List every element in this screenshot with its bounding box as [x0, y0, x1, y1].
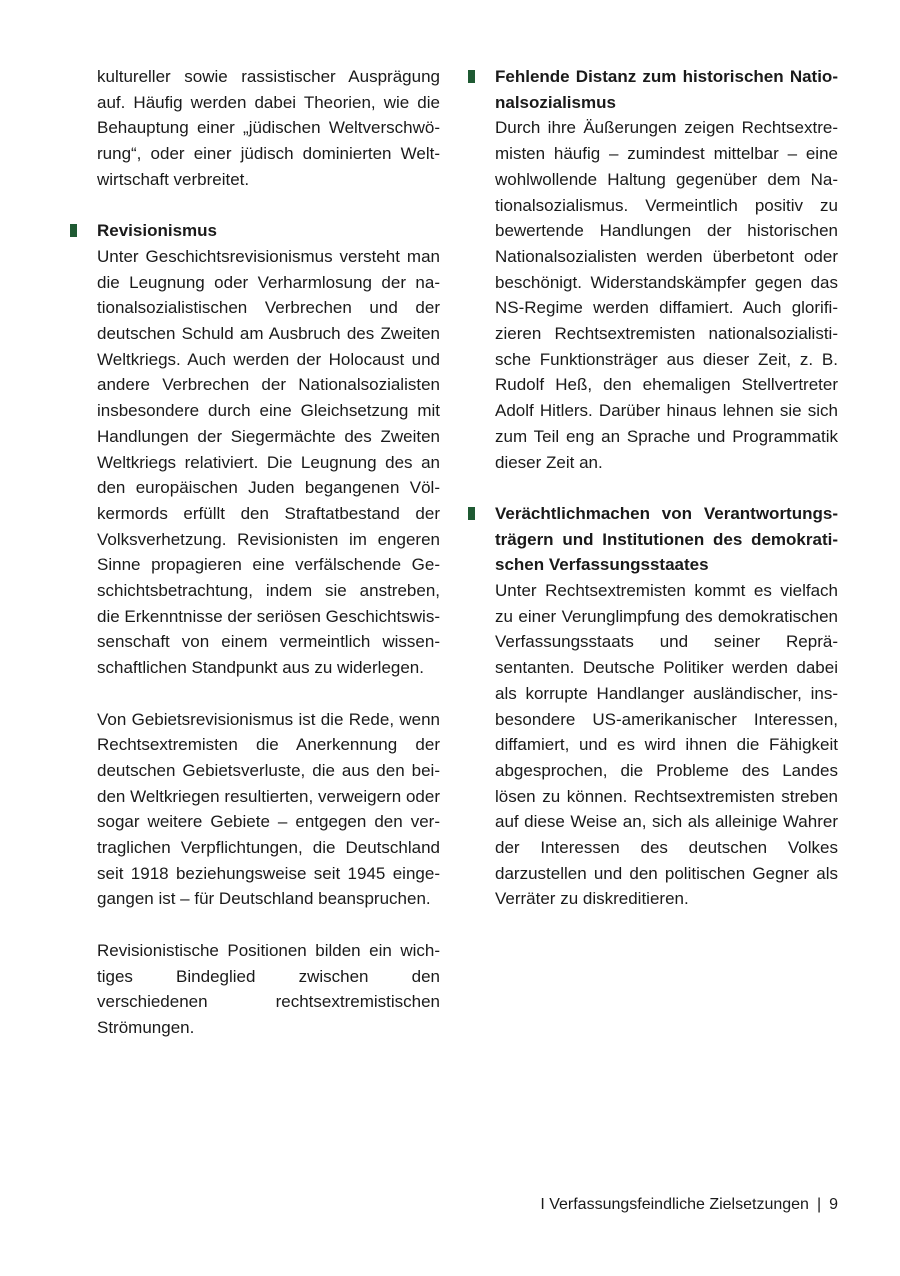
section-heading: Fehlende Distanz zum historischen Nationalsozialismus	[495, 67, 838, 112]
distanz-paragraph: Durch ihre Äußerungen zeigen Rechtsextremisten häufig – zumindest mittelbar – eine wohlwollende Haltung gegenüber dem Nationalsozialismus. Vermeintlich positiv zu bewertende Handlungen der historischen Nationalsozialisten werden überbetont oder beschönigt. Widerstandskämpfer gegen das NS-Regime werden diffamiert. Auch glorifizieren Rechtsextremisten nationalsozialistische Funktionsträger aus dieser Zeit, z. B. Rudolf Heß, den ehemaligen Stellvertreter Adolf Hitlers. Darüber hinaus lehnen sie sich zum Teil eng an Sprache und Programmatik dieser Zeit an.	[495, 118, 838, 472]
section-bullet-icon	[468, 507, 475, 520]
revisionismus-paragraph-2: Von Gebietsrevisionismus ist die Rede, wenn Rechtsextremisten die Anerkennung der deutschen Gebietsverluste, die aus den beiden Weltkriegen resultierten, verweigern oder sogar weitere Gebiete – entgegen den vertraglichen Verpflichtungen, die Deutschland seit 1918 beziehungsweise seit 1945 eingegangen ist – für Deutschland beanspruchen.	[97, 709, 440, 909]
revisionismus-paragraph-1: Unter Geschichtsrevisionismus versteht man die Leugnung oder Verharmlosung der nationalsozialistischen Verbrechen und der deutschen Schuld am Ausbruch des Zweiten Weltkriegs. Auch werden der Holocaust und andere Verbrechen der Nationalsozialisten insbesondere durch eine Gleichsetzung mit Handlungen der Siegermächte des Zweiten Weltkriegs relativiert. Die Leugnung des an den europäischen Juden begangenen Völkermords erfüllt den Straftatbestand der Volksverhetzung. Revisionisten im engeren Sinne propagieren eine verfälschende Geschichtsbetrachtung, indem sie anstreben, die Erkenntnisse der seriösen Geschichtswissenschaft von einem vermeintlich wissenschaftlichen Standpunkt aus zu widerlegen.	[97, 246, 440, 678]
left-column	[97, 64, 440, 1041]
intro-paragraph: kultureller sowie rassistischer Ausprägung auf. Häufig werden dabei Theorien, wie die Behauptung einer „jüdischen Weltverschwörung“, oder einer jüdisch dominierten Weltwirtschaft verbreitet.	[97, 67, 440, 189]
section-revisionismus	[97, 218, 440, 1040]
section-bullet-icon	[70, 224, 77, 237]
section-bullet-icon	[468, 70, 475, 83]
page-footer	[540, 1194, 838, 1216]
right-column	[495, 64, 838, 912]
section-fehlende-distanz	[495, 64, 838, 475]
page-number: 9	[829, 1196, 838, 1213]
section-veraechtlichmachen	[495, 501, 838, 912]
footer-separator: |	[816, 1196, 822, 1213]
section-heading: Revisionismus	[97, 221, 217, 241]
revisionismus-paragraph-3: Revisionistische Positionen bilden ein wichtiges Bindeglied zwischen den verschiedenen rechtsextremistischen Strömungen.	[97, 940, 440, 1037]
veraechtlichmachen-paragraph: Unter Rechtsextremisten kommt es vielfach zu einer Verunglimpfung des demokratischen Verfassungsstaats und seiner Repräsentanten. Deutsche Politiker werden dabei als korrupte Handlanger ausländischer, insbesondere US-amerikanischer Interessen, diffamiert, und es wird ihnen die Fähigkeit abgesprochen, die Probleme des Landes lösen zu können. Rechtsextremisten streben auf diese Weise an, sich als alleinige Wahrer der Interessen des deutschen Volkes darzustellen und den politischen Gegner als Verräter zu diskreditieren.	[495, 581, 838, 909]
section-heading: Verächtlichmachen von Verantwortungsträgern und Institutionen des demokratischen Verfassungsstaates	[495, 503, 838, 575]
footer-section-title: I Verfassungsfeindliche Zielsetzungen	[540, 1196, 809, 1213]
